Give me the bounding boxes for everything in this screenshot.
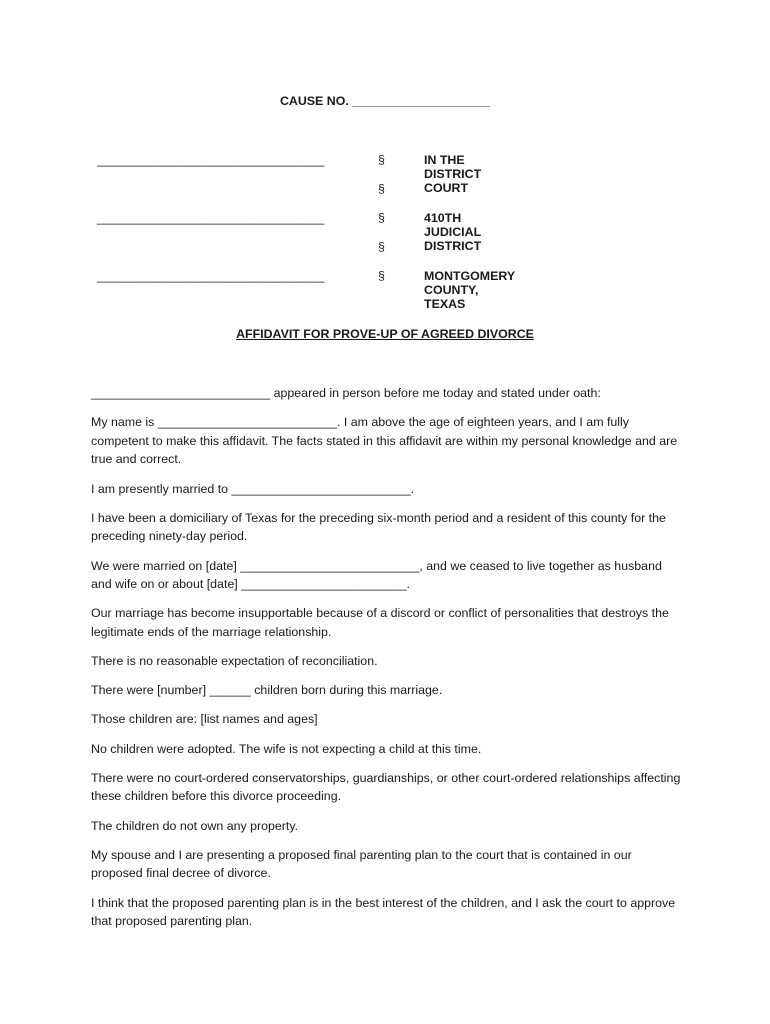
court-name: IN THE DISTRICT COURT <box>424 153 482 195</box>
section-symbol: § <box>378 269 385 283</box>
paragraph: I am presently married to __________________________. <box>91 481 415 496</box>
section-symbol: § <box>378 153 385 167</box>
affidavit-body <box>91 384 683 941</box>
paragraph: No children were adopted. The wife is not expecting a child at this time. <box>91 741 482 756</box>
cause-number: CAUSE NO. ____________________ <box>279 94 491 108</box>
paragraph: My spouse and I are presenting a proposed final parenting plan to the court that is contained in our proposed final decree of divorce. <box>91 847 632 881</box>
judicial-district: 410TH JUDICIAL DISTRICT <box>424 211 482 253</box>
party-blank: _________________________________ <box>97 211 325 225</box>
county-name: MONTGOMERY COUNTY, TEXAS <box>424 269 515 311</box>
paragraph: There were [number] ______ children born during this marriage. <box>91 683 443 698</box>
paragraph: Those children are: [list names and ages] <box>91 712 318 727</box>
section-symbol: § <box>378 182 385 196</box>
paragraph: We were married on [date] __________________________, and we ceased to live together as husband and wife on or about [date] ________________________. <box>91 558 662 592</box>
section-symbol: § <box>378 240 385 254</box>
paragraph: There is no reasonable expectation of reconciliation. <box>91 654 378 669</box>
party-blank: _________________________________ <box>97 269 325 283</box>
paragraph: Our marriage has become insupportable because of a discord or conflict of personalities that destroys the legitimate ends of the marriage relationship. <box>91 606 669 639</box>
party-blank: _________________________________ <box>97 153 325 167</box>
paragraph: My name is __________________________. I am above the age of eighteen years, and I am fully competent to make this affidavit. The facts stated in this affidavit are within my personal knowledge and are true and correct. <box>91 415 678 467</box>
paragraph: There were no court-ordered conservatorships, guardianships, or other court-ordered relationships affecting these children before this divorce proceeding. <box>91 770 681 804</box>
document-title: AFFIDAVIT FOR PROVE-UP OF AGREED DIVORCE <box>236 327 534 341</box>
section-symbol: § <box>378 211 385 225</box>
paragraph: The children do not own any property. <box>91 818 299 833</box>
paragraph: I think that the proposed parenting plan is in the best interest of the children, and I ask the court to approve that proposed parenting plan. <box>91 895 676 929</box>
paragraph: I have been a domiciliary of Texas for the preceding six-month period and a resident of this county for the preceding ninety-day period. <box>91 510 666 544</box>
paragraph: __________________________ appeared in person before me today and stated under oath: <box>91 386 601 400</box>
